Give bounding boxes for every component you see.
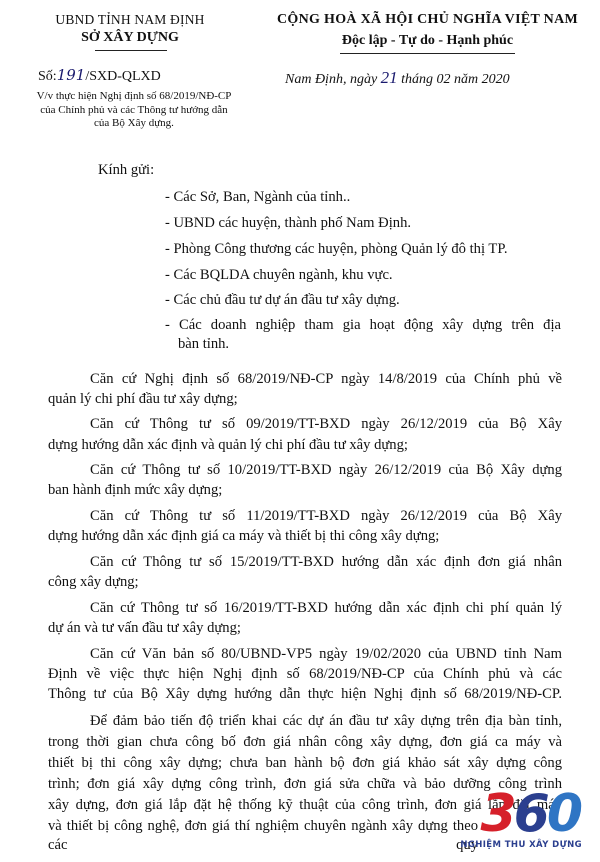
document-subject: [14, 90, 254, 131]
document-number-suffix: /SXD-QLXD: [85, 69, 161, 84]
greeting: Kính gửi:: [98, 162, 155, 178]
recipient-item: - Các doanh nghiệp tham gia hoạt động xây dựng trên địa: [165, 317, 561, 333]
logo-digits: [480, 784, 580, 844]
body-line: Để đảm bảo tiến độ triển khai các dự án đầu tư xây dựng trên địa bàn tỉnh,: [90, 713, 562, 729]
recipient-item: - Các Sở, Ban, Ngành của tỉnh..: [165, 189, 351, 205]
body-line: Căn cứ Thông tư số 11/2019/TT-BXD ngày 26/12/2019 của Bộ Xây: [90, 508, 562, 524]
brand-logo: [458, 784, 588, 858]
body-line: Căn cứ Thông tư số 16/2019/TT-BXD hướng dẫn xác định chi phí quản lý: [90, 600, 562, 616]
body-line: xây dựng, đơn giá lắp đặt hệ thống kỹ thuật của công trình, đơn giá lắp đặt máy: [48, 797, 562, 813]
recipient-item: - Các chủ đầu tư dự án đầu tư xây dựng.: [165, 292, 400, 308]
day-handwritten: 21: [380, 68, 398, 87]
national-motto-subtitle: Độc lập - Tự do - Hạnh phúc: [341, 33, 514, 48]
place-date: [285, 68, 510, 88]
recipient-item-continued: bàn tỉnh.: [178, 336, 230, 352]
body-line: quản lý chi phí đầu tư xây dựng;: [48, 391, 238, 407]
recipient-item: - Các BQLDA chuyên ngành, khu vực.: [165, 267, 393, 283]
logo-digit: 3: [480, 784, 514, 844]
body-line: Căn cứ Nghị định số 68/2019/NĐ-CP ngày 14/8/2019 của Chính phủ về: [90, 371, 562, 387]
recipient-item: - Phòng Công thương các huyện, phòng Quản lý đô thị TP.: [165, 241, 508, 257]
subject-line: của Bộ Xây dựng.: [94, 117, 174, 129]
issuer-department: SỞ XÂY DỰNG: [81, 30, 179, 45]
document-number-prefix: Số:: [38, 69, 57, 84]
national-motto-title: CỘNG HOÀ XÃ HỘI CHỦ NGHĨA VIỆT NAM: [277, 12, 578, 27]
body-line: Căn cứ Văn bản số 80/UBND-VP5 ngày 19/02/2020 của UBND tỉnh Nam: [90, 646, 562, 662]
body-line: dựng hướng dẫn xác định và quản lý chi phí đầu tư xây dựng;: [48, 437, 408, 453]
document-number-handwritten: 191: [56, 66, 86, 84]
place-date-prefix: Nam Định, ngày: [285, 72, 381, 87]
place-date-suffix: tháng 02 năm 2020: [397, 72, 510, 87]
body-line: dựng hướng dẫn xác định giá ca máy và thiết bị thi công xây dựng;: [48, 528, 440, 544]
body-line: Định về việc thực hiện Nghị định số 68/2019/NĐ-CP của Chính phủ và các: [48, 666, 562, 682]
recipient-item: - UBND các huyện, thành phố Nam Định.: [165, 215, 412, 231]
body-line: trong thời gian chưa công bố đơn giá nhân công xây dựng, đơn giá ca máy và: [48, 734, 562, 750]
body-line: trình; đơn giá xây dựng công trình, đơn giá sửa chữa và bảo dưỡng công trình: [48, 776, 562, 792]
body-line: Căn cứ Thông tư số 09/2019/TT-BXD ngày 26/12/2019 của Bộ Xây: [90, 416, 562, 432]
logo-digit: 6: [513, 784, 547, 844]
issuer-underline: [95, 50, 167, 51]
body-line: Thông tư của Bộ Xây dựng hướng dẫn thực hiện Nghị định số 68/2019/NĐ-CP.: [48, 686, 562, 702]
logo-tagline: NGHIỆM THU XÂY DỰNG: [460, 840, 582, 850]
logo-digit: 0: [546, 784, 580, 844]
issuer-authority: UBND TỈNH NAM ĐỊNH: [55, 12, 205, 27]
body-line: và thiết bị công nghệ, đơn giá thí nghiệm chuyên ngành xây dựng theo các quy: [48, 818, 478, 853]
subject-line: của Chính phủ và các Thông tư hướng dẫn: [40, 103, 228, 116]
motto-underline: [340, 53, 515, 54]
body-line: ban hành định mức xây dựng;: [48, 482, 223, 498]
body-line: công xây dựng;: [48, 574, 139, 590]
document-number: [38, 66, 161, 85]
body-line: thiết bị thi công xây dựng; chưa ban hành bộ đơn giá khảo sát xây dựng công: [48, 755, 562, 771]
body-line: Căn cứ Thông tư số 15/2019/TT-BXD hướng dẫn xác định đơn giá nhân: [90, 554, 562, 570]
body-line: dự án và tư vấn đầu tư xây dựng;: [48, 620, 241, 636]
subject-line: V/v thực hiện Nghị định số 68/2019/NĐ-CP: [36, 90, 232, 102]
body-line: Căn cứ Thông tư số 10/2019/TT-BXD ngày 26/12/2019 của Bộ Xây dựng: [90, 462, 562, 478]
